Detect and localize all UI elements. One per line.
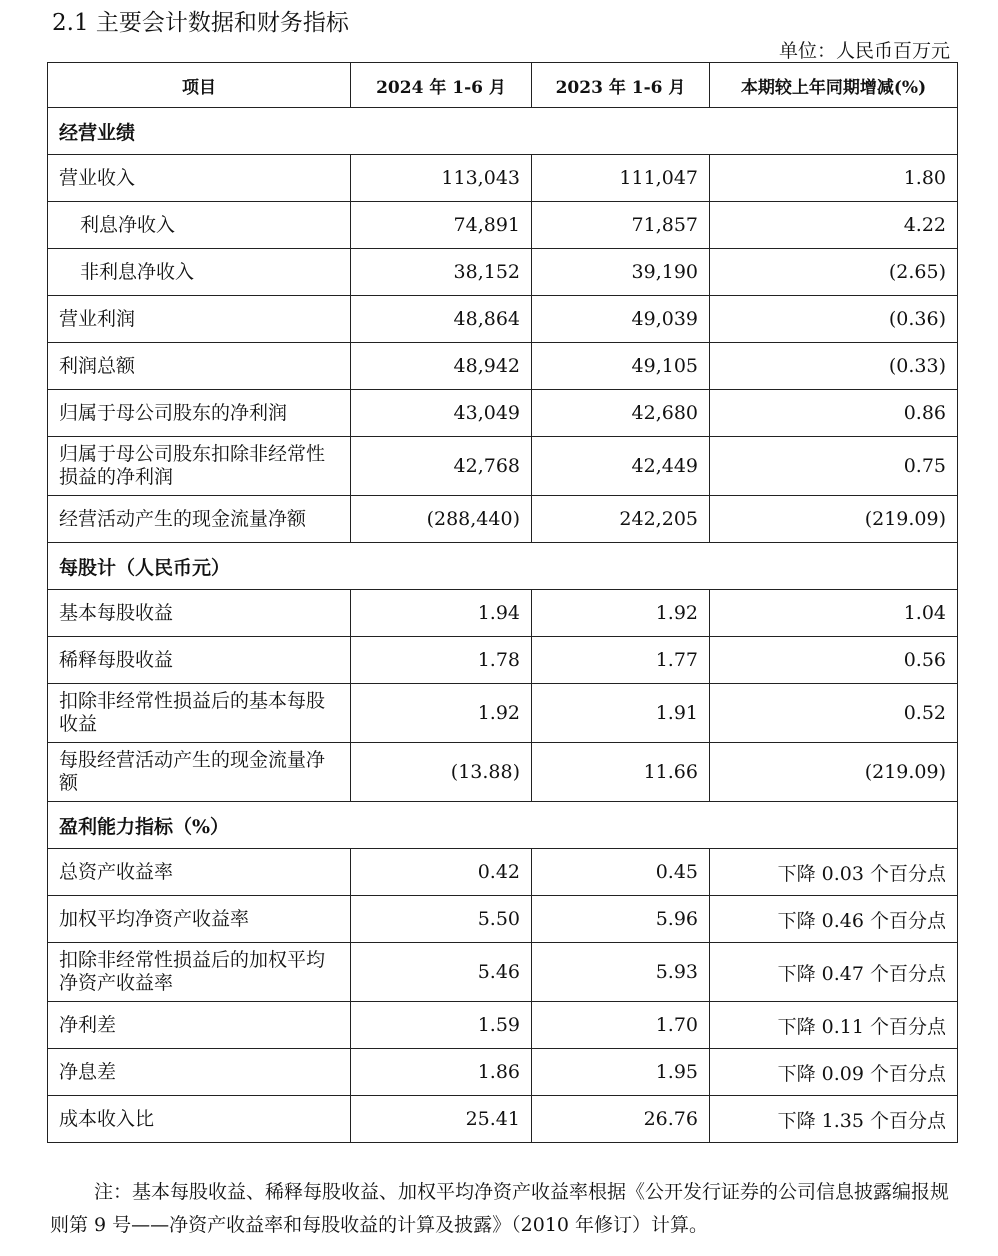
value-2024: 48,942 [351, 343, 532, 390]
value-change: (0.33) [710, 343, 958, 390]
value-2023: 1.92 [532, 590, 710, 637]
value-2023: 111,047 [532, 155, 710, 202]
table-row [48, 637, 958, 684]
header-2024: 2024 年 1-6 月 [351, 63, 532, 108]
header-change: 本期较上年同期增减(%) [710, 63, 958, 108]
header-item: 项目 [48, 63, 351, 108]
row-label: 利息净收入 [48, 202, 351, 249]
value-change: 0.56 [710, 637, 958, 684]
value-2024: 43,049 [351, 390, 532, 437]
value-2024: 48,864 [351, 296, 532, 343]
row-label: 经营活动产生的现金流量净额 [48, 496, 351, 543]
value-2024: 0.42 [351, 849, 532, 896]
row-label: 总资产收益率 [48, 849, 351, 896]
header-2023: 2023 年 1-6 月 [532, 63, 710, 108]
value-2024: 38,152 [351, 249, 532, 296]
value-change: 下降 0.47 个百分点 [710, 943, 958, 1002]
row-label: 净息差 [48, 1049, 351, 1096]
table-row [48, 343, 958, 390]
table-row [48, 296, 958, 343]
row-label: 营业利润 [48, 296, 351, 343]
value-change: 1.80 [710, 155, 958, 202]
row-label: 净利差 [48, 1002, 351, 1049]
value-change: 4.22 [710, 202, 958, 249]
value-change: 下降 0.09 个百分点 [710, 1049, 958, 1096]
section-row-per-share [48, 543, 958, 590]
value-2024: 25.41 [351, 1096, 532, 1143]
value-change: 0.52 [710, 684, 958, 743]
section-row-profitability [48, 802, 958, 849]
value-2023: 1.95 [532, 1049, 710, 1096]
value-change: (219.09) [710, 743, 958, 802]
row-label: 扣除非经常性损益后的基本每股收益 [48, 684, 351, 743]
value-change: 下降 0.03 个百分点 [710, 849, 958, 896]
value-change: 0.75 [710, 437, 958, 496]
value-2023: 5.93 [532, 943, 710, 1002]
table-row [48, 743, 958, 802]
value-change: 下降 0.46 个百分点 [710, 896, 958, 943]
value-2023: 71,857 [532, 202, 710, 249]
table-row [48, 590, 958, 637]
section-title-profitability: 盈利能力指标（%） [48, 802, 958, 849]
table-row [48, 849, 958, 896]
value-2023: 26.76 [532, 1096, 710, 1143]
value-2024: 5.50 [351, 896, 532, 943]
row-label: 基本每股收益 [48, 590, 351, 637]
value-change: (2.65) [710, 249, 958, 296]
value-2023: 39,190 [532, 249, 710, 296]
unit-label: 单位：人民币百万元 [778, 40, 950, 62]
row-label: 每股经营活动产生的现金流量净额 [48, 743, 351, 802]
row-label: 归属于母公司股东扣除非经常性损益的净利润 [48, 437, 351, 496]
row-label: 加权平均净资产收益率 [48, 896, 351, 943]
value-2023: 49,105 [532, 343, 710, 390]
value-2024: 1.78 [351, 637, 532, 684]
value-change: (219.09) [710, 496, 958, 543]
value-2024: 5.46 [351, 943, 532, 1002]
table-row [48, 1096, 958, 1143]
value-2023: 0.45 [532, 849, 710, 896]
table-row [48, 1049, 958, 1096]
row-label: 扣除非经常性损益后的加权平均净资产收益率 [48, 943, 351, 1002]
financial-indicators-table [47, 62, 958, 1143]
value-2023: 49,039 [532, 296, 710, 343]
table-row [48, 249, 958, 296]
row-label: 利润总额 [48, 343, 351, 390]
value-2023: 42,449 [532, 437, 710, 496]
value-2024: 1.92 [351, 684, 532, 743]
value-2023: 42,680 [532, 390, 710, 437]
section-title-per-share: 每股计（人民币元） [48, 543, 958, 590]
table-row [48, 202, 958, 249]
row-label: 归属于母公司股东的净利润 [48, 390, 351, 437]
value-2024: 113,043 [351, 155, 532, 202]
footnote: 注：基本每股收益、稀释每股收益、加权平均净资产收益率根据《公开发行证券的公司信息披露编报规则第 9 号——净资产收益率和每股收益的计算及披露》（2010 年修订）计算。 [50, 1181, 950, 1236]
table-row [48, 155, 958, 202]
row-label: 成本收入比 [48, 1096, 351, 1143]
value-2024: (13.88) [351, 743, 532, 802]
table-row [48, 684, 958, 743]
table-row [48, 896, 958, 943]
value-2024: (288,440) [351, 496, 532, 543]
table-row [48, 496, 958, 543]
value-2024: 1.94 [351, 590, 532, 637]
value-change: 1.04 [710, 590, 958, 637]
value-2023: 5.96 [532, 896, 710, 943]
value-change: (0.36) [710, 296, 958, 343]
value-2024: 1.59 [351, 1002, 532, 1049]
section-title: 2.1 主要会计数据和财务指标 [52, 10, 349, 36]
row-label: 稀释每股收益 [48, 637, 351, 684]
value-2024: 42,768 [351, 437, 532, 496]
section-row-operating-results [48, 108, 958, 155]
value-2024: 74,891 [351, 202, 532, 249]
value-2023: 242,205 [532, 496, 710, 543]
row-label: 营业收入 [48, 155, 351, 202]
value-2023: 1.91 [532, 684, 710, 743]
table-row [48, 437, 958, 496]
row-label: 非利息净收入 [48, 249, 351, 296]
table-header-row [48, 63, 958, 108]
value-2023: 11.66 [532, 743, 710, 802]
table-row [48, 390, 958, 437]
value-2024: 1.86 [351, 1049, 532, 1096]
value-change: 下降 1.35 个百分点 [710, 1096, 958, 1143]
value-2023: 1.70 [532, 1002, 710, 1049]
value-change: 0.86 [710, 390, 958, 437]
table-row [48, 943, 958, 1002]
value-change: 下降 0.11 个百分点 [710, 1002, 958, 1049]
table-row [48, 1002, 958, 1049]
section-title-operating-results: 经营业绩 [48, 108, 958, 155]
value-2023: 1.77 [532, 637, 710, 684]
